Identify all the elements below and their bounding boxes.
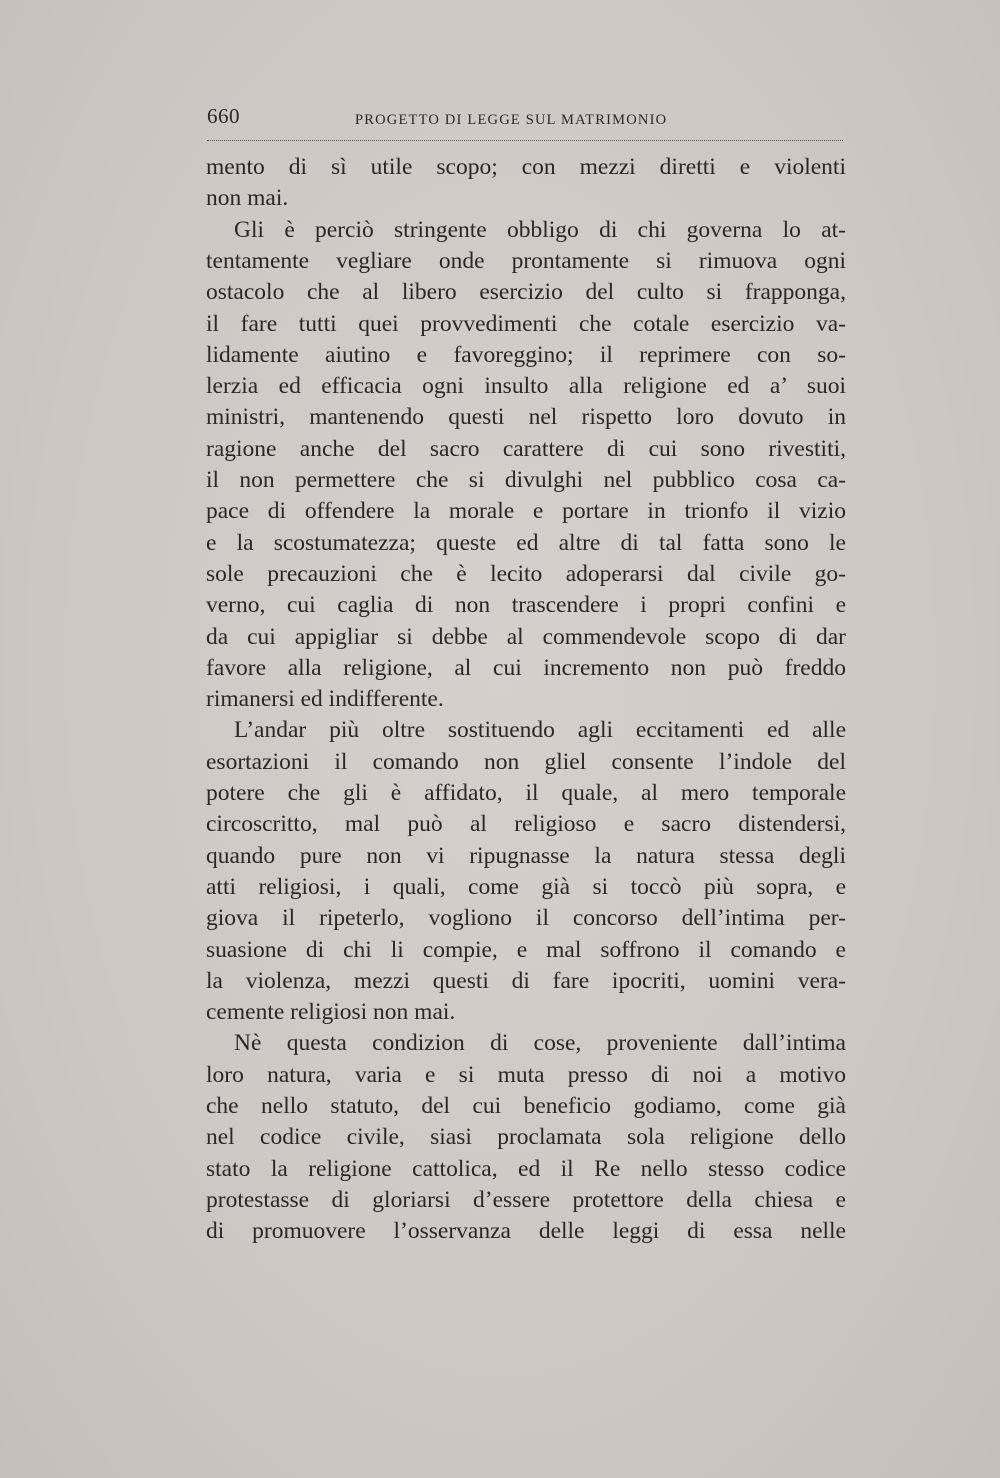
text-line: esortazioni il comando non gliel consente l’indole del xyxy=(206,748,846,775)
text-line: verno, cui caglia di non trascendere i propri confini e xyxy=(206,592,846,619)
text-line: tentamente vegliare onde prontamente si rimuova ogni xyxy=(206,247,846,274)
running-title: PROGETTO DI LEGGE SUL MATRIMONIO xyxy=(355,112,668,128)
header-rule xyxy=(207,140,843,141)
text-line: che nello statuto, del cui beneficio godiamo, come già xyxy=(206,1093,846,1119)
text-line: il non permettere che si divulghi nel pubblico cosa ca- xyxy=(206,467,846,493)
text-line: loro natura, varia e si muta presso di noi a motivo xyxy=(206,1061,846,1088)
text-line: lidamente aiutino e favoreggino; il reprimere con so- xyxy=(206,341,846,368)
text-line: quando pure non vi ripugnasse la natura stessa degli xyxy=(206,842,846,869)
text-line: nel codice civile, siasi proclamata sola religione dello xyxy=(206,1124,846,1151)
text-line: Nè questa condizion di cose, proveniente dall’intima xyxy=(234,1030,846,1057)
text-line: suasione di chi li compie, e mal soffrono il comando e xyxy=(206,936,846,963)
text-line: giova il ripeterlo, vogliono il concorso dell’intima per- xyxy=(206,905,846,932)
page-number: 660 xyxy=(207,104,240,128)
text-line: protestasse di gloriarsi d’essere protettore della chiesa e xyxy=(206,1186,846,1213)
text-line: stato la religione cattolica, ed il Re nello stesso codice xyxy=(206,1155,846,1182)
text-line: ministri, mantenendo questi nel rispetto loro dovuto in xyxy=(206,404,846,431)
text-line: ragione anche del sacro carattere di cui sono rivestiti, xyxy=(206,435,846,462)
text-line: rimanersi ed indifferente. xyxy=(206,686,444,713)
text-line: L’andar più oltre sostituendo agli eccitamenti ed alle xyxy=(234,717,846,744)
text-line: circoscritto, mal può al religioso e sacro distendersi, xyxy=(206,811,846,838)
text-line: la violenza, mezzi questi di fare ipocriti, uomini vera- xyxy=(206,967,846,994)
text-line: il fare tutti quei provvedimenti che cotale esercizio va- xyxy=(206,310,846,337)
text-line: Gli è perciò stringente obbligo di chi governa lo at- xyxy=(234,216,846,243)
page-header xyxy=(207,100,843,140)
text-line: lerzia ed efficacia ogni insulto alla religione ed a’ suoi xyxy=(206,373,846,400)
text-line: e la scostumatezza; queste ed altre di tal fatta sono le xyxy=(206,529,846,556)
text-line: da cui appigliar si debbe al commendevole scopo di dar xyxy=(206,623,846,650)
text-line: cemente religiosi non mai. xyxy=(206,999,456,1026)
text-line: pace di offendere la morale e portare in trionfo il vizio xyxy=(206,498,846,525)
text-line: non mai. xyxy=(206,185,289,212)
text-line: mento di sì utile scopo; con mezzi diretti e violenti xyxy=(206,154,846,180)
text-line: sole precauzioni che è lecito adoperarsi dal civile go- xyxy=(206,560,846,587)
text-line: ostacolo che al libero esercizio del culto si frapponga, xyxy=(206,279,846,306)
text-line: di promuovere l’osservanza delle leggi di essa nelle xyxy=(206,1218,846,1245)
text-line: favore alla religione, al cui incremento non può freddo xyxy=(206,654,846,681)
text-line: atti religiosi, i quali, come già si toccò più sopra, e xyxy=(206,873,846,900)
text-line: potere che gli è affidato, il quale, al mero temporale xyxy=(206,780,846,806)
